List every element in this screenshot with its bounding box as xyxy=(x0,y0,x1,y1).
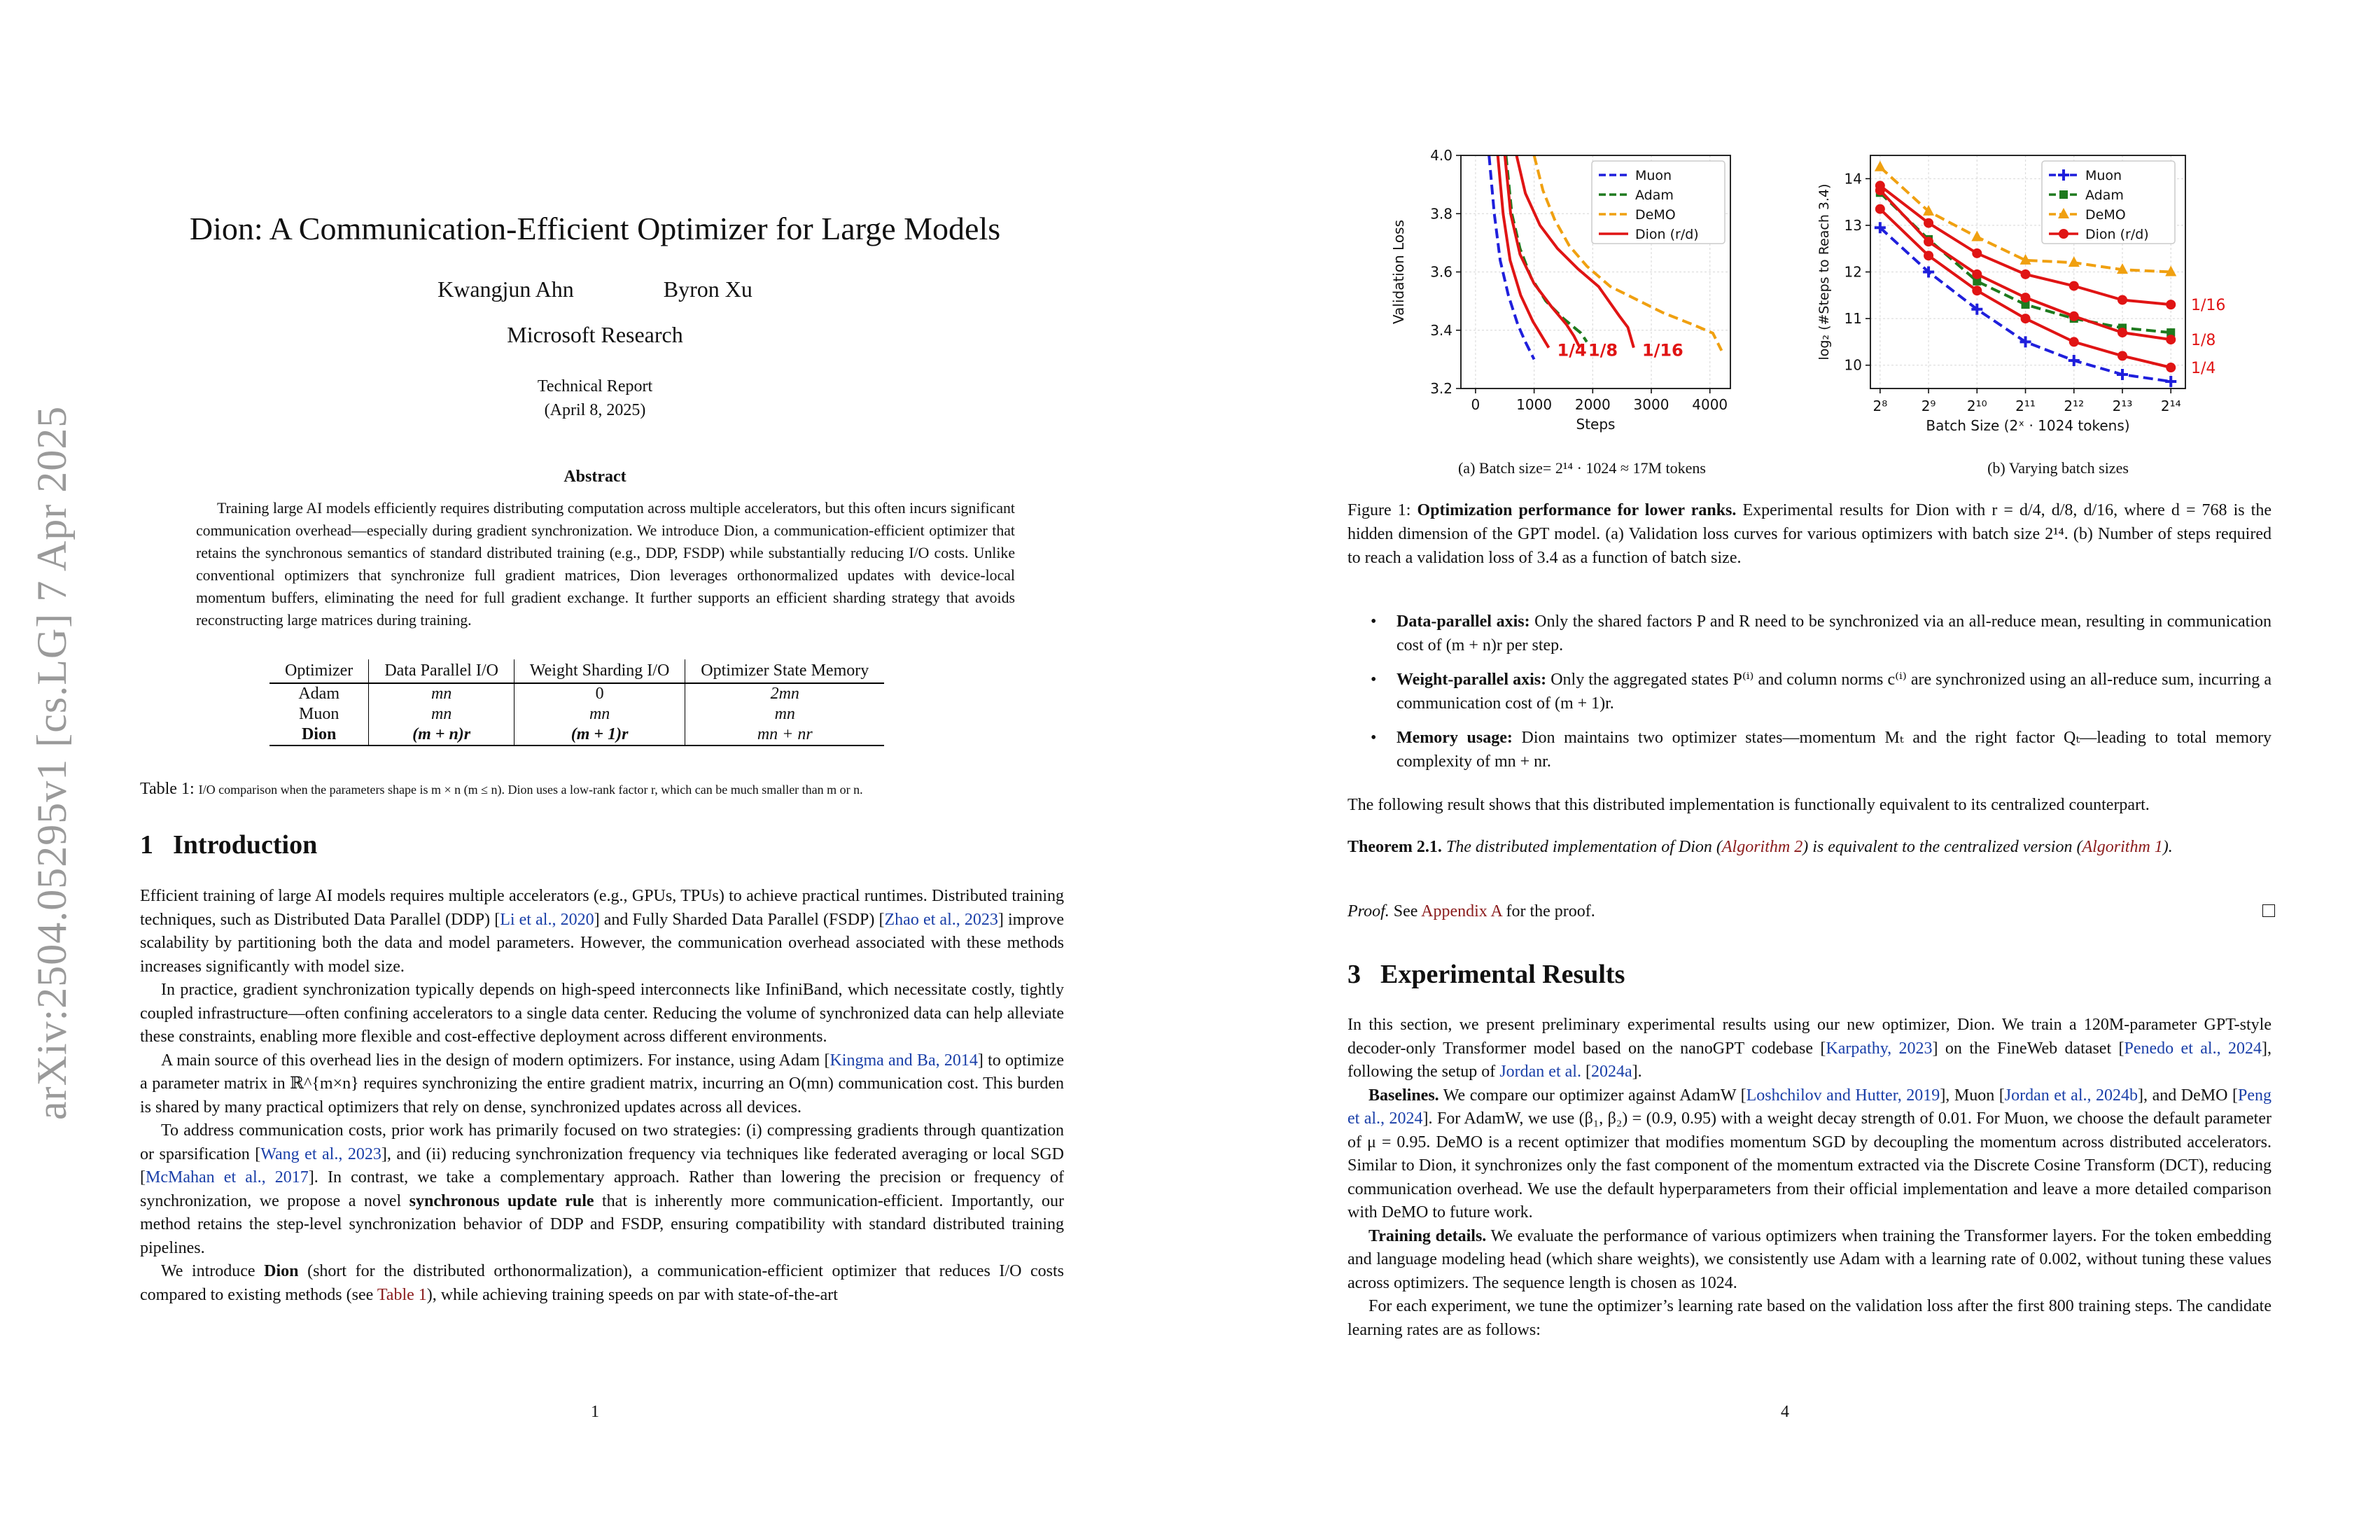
bullet-list xyxy=(1365,610,2272,785)
citation-link[interactable]: Loshchilov and Hutter, 2019 xyxy=(1746,1086,1940,1105)
table-1 xyxy=(270,659,884,746)
legend-label: Dion (r/d) xyxy=(1635,227,1699,242)
series-label: 1/8 xyxy=(1588,340,1618,360)
x-tick-label: 2¹⁴ xyxy=(2160,398,2181,414)
page-number: 4 xyxy=(1781,1403,1789,1421)
list-item: • Data-parallel axis: Only the shared factors P and R need to be synchronized via an all-reduce mean, resulting in communication cost of (m + n)r per step. xyxy=(1371,612,2272,654)
data-point xyxy=(2068,355,2080,366)
table-cell: (m + 1)r xyxy=(514,724,685,746)
data-point xyxy=(1972,248,1982,258)
following-text: The following result shows that this distributed implementation is functionally equivalent to its centralized counterpart. xyxy=(1348,796,2150,814)
y-tick-label: 12 xyxy=(1844,263,1862,281)
series-line xyxy=(1489,155,1534,359)
author-1: Kwangjun Ahn xyxy=(438,276,574,302)
x-tick-label: 2⁸ xyxy=(1872,398,1888,414)
citation-link[interactable]: Zhao et al., 2023 xyxy=(884,910,998,929)
x-tick-label: 3000 xyxy=(1633,396,1670,413)
section-3-body xyxy=(1348,1014,2272,1342)
y-tick-label: 10 xyxy=(1844,356,1862,374)
section-1-heading xyxy=(140,830,317,860)
report-date: (April 8, 2025) xyxy=(544,401,646,419)
legend-label: DeMO xyxy=(2085,207,2126,223)
x-tick-label: 2¹³ xyxy=(2112,398,2133,414)
steps-vs-batch-chart xyxy=(1813,140,2278,455)
table-row xyxy=(270,704,884,724)
y-tick-label: 13 xyxy=(1844,216,1862,234)
paper-title: Dion: A Communication-Efficient Optimizer for Large Models xyxy=(189,211,1001,246)
section-title: Experimental Results xyxy=(1380,960,1625,989)
paragraph: In practice, gradient synchronization typically depends on high-speed interconnects like InfiniBand, which necessitate costly, tightly coupled infrastructure—often confining accelerators to a single data center. Reducing the volume of synchronized data can help alleviate these constraints, enabling more flexible and cost-effective deployment across different environments. xyxy=(140,981,1064,1046)
x-tick-label: 2¹¹ xyxy=(2015,398,2036,414)
table-row xyxy=(270,683,884,704)
y-axis-label: log₂ (#Steps to Reach 3.4) xyxy=(1816,183,1832,360)
citation-link[interactable]: Wang et al., 2023 xyxy=(260,1144,382,1163)
affiliation: Microsoft Research xyxy=(507,322,683,347)
citation-link[interactable]: Peng et al., 2024 xyxy=(1348,1086,2272,1128)
legend-label: Muon xyxy=(2085,168,2122,183)
citation-link[interactable]: Kingma and Ba, 2014 xyxy=(830,1051,978,1070)
x-tick-label: 2000 xyxy=(1574,396,1611,413)
appendix-ref-link[interactable]: Appendix A xyxy=(1421,902,1502,920)
citation-link[interactable]: McMahan et al., 2017 xyxy=(146,1168,309,1186)
data-point xyxy=(2021,314,2031,323)
table-cell: 0 xyxy=(514,683,685,704)
data-point xyxy=(2021,270,2031,279)
section-number: 1 xyxy=(140,830,153,860)
x-tick-label: 2¹⁰ xyxy=(1966,398,1987,414)
table-caption-label: Table 1: xyxy=(140,780,195,798)
algorithm-ref-link[interactable]: Algorithm 1 xyxy=(2082,838,2163,856)
table-cell: Muon xyxy=(298,705,340,723)
data-point xyxy=(2118,351,2127,360)
arxiv-stamp: arXiv:2504.05295v1 [cs.LG] 7 Apr 2025 xyxy=(29,405,75,1120)
legend-label: Muon xyxy=(1635,168,1672,183)
table-caption-text: I/O comparison when the parameters shape is m × n (m ≤ n). Dion uses a low-rank factor r, which can be much smaller than m or n. xyxy=(198,783,863,797)
x-tick-label: 1000 xyxy=(1516,396,1553,413)
table-cell: mn + nr xyxy=(685,724,884,746)
data-point xyxy=(2069,337,2079,346)
figure-1a xyxy=(1382,140,1802,455)
data-point xyxy=(1924,251,1933,260)
section-title: Introduction xyxy=(173,830,318,860)
series-label: 1/16 xyxy=(1642,340,1684,360)
data-point xyxy=(2165,376,2176,387)
legend-label: Dion (r/d) xyxy=(2085,227,2149,242)
x-tick-label: 2⁹ xyxy=(1921,398,1936,414)
data-point xyxy=(1972,270,1982,279)
legend-label: Adam xyxy=(2085,188,2124,203)
citation-link[interactable]: Jordan et al. xyxy=(1499,1063,1581,1081)
table-header-row xyxy=(270,659,884,683)
data-point xyxy=(2069,281,2079,290)
data-point xyxy=(1875,204,1885,214)
table-cell: Dion xyxy=(270,724,369,746)
x-axis-label: Batch Size (2ˣ · 1024 tokens) xyxy=(1926,417,2130,434)
figure-1a-subcaption: (a) Batch size= 2¹⁴ · 1024 ≈ 17M tokens xyxy=(1457,459,1706,477)
proof: Proof. See Appendix A for the proof. xyxy=(1348,902,1595,920)
table-cell: 2mn xyxy=(685,683,884,704)
table-row xyxy=(270,724,884,746)
citation-link[interactable]: Karpathy, 2023 xyxy=(1826,1039,1933,1058)
data-point xyxy=(2117,369,2128,380)
table-1-caption xyxy=(140,780,1064,799)
x-tick-label: 0 xyxy=(1471,396,1480,413)
table-header-cell: Optimizer State Memory xyxy=(685,659,884,683)
data-point xyxy=(1924,218,1933,228)
section-1-body xyxy=(140,885,1064,1307)
paragraph: A main source of this overhead lies in the design of modern optimizers. For instance, using Adam [Kingma and Ba, 2014] to optimize a parameter matrix in ℝ^{m×n} requires synchronizing the entire gradient matrix, incurring an O(mn) communication cost. This burden is shared by many practical optimizers that rely on dense, synchronized updates across all devices. xyxy=(140,1051,1065,1116)
section-3-heading xyxy=(1348,959,1625,990)
data-point xyxy=(2059,190,2068,199)
data-point xyxy=(2068,256,2080,267)
y-tick-label: 14 xyxy=(1844,170,1862,188)
table-cell: mn xyxy=(514,704,685,724)
figure-1b-subcaption: (b) Varying batch sizes xyxy=(1987,459,2129,477)
y-axis-label: Validation Loss xyxy=(1390,220,1407,324)
x-tick-label: 4000 xyxy=(1692,396,1728,413)
legend-label: DeMO xyxy=(1635,207,1676,223)
series-label: 1/8 xyxy=(2191,332,2216,350)
data-point xyxy=(2059,229,2068,239)
data-point xyxy=(2118,328,2127,337)
qed-box xyxy=(2262,904,2275,917)
citation-link[interactable]: 2024a xyxy=(1590,1063,1632,1081)
x-tick-label: 2¹² xyxy=(2064,398,2085,414)
citation-link[interactable]: Li et al., 2020 xyxy=(500,910,594,929)
table-cell: mn xyxy=(369,683,514,704)
data-point xyxy=(2166,335,2176,344)
list-item: • Memory usage: Dion maintains two optimizer states—momentum Mₜ and the right factor Qₜ—leading to total memory complexity of mn + nr. xyxy=(1371,729,2272,771)
y-tick-label: 3.2 xyxy=(1430,380,1452,397)
legend-label: Adam xyxy=(1635,188,1674,203)
figure-1-caption: Figure 1: Optimization performance for lower ranks. Experimental results for Dion with r = d/4, d/8, d/16, where d = 768 is the hidden dimension of the GPT model. (a) Validation loss curves for various optimizers with batch size 2¹⁴. (b) Number of steps required to reach a validation loss of 3.4 as a function of batch size. xyxy=(1348,501,2272,567)
theorem-2-1: Theorem 2.1. The distributed implementation of Dion (Algorithm 2) is equivalent to the centralized version (Algorithm 1). xyxy=(1348,838,2173,856)
data-point xyxy=(2166,363,2176,372)
paragraph: To address communication costs, prior work has primarily focused on two strategies: (i) compressing gradients through quantization or sparsification [Wang et al., 2023], and (ii) reducing synchronization frequency via techniques like federated averaging or local SGD [McMahan et al., 2017]. In contrast, we take a complementary approach. Rather than lowering the precision or frequency of synchronization, we propose a novel synchronous update rule that is inherently more communication-efficient. Importantly, our method retains the step-level synchronization behavior of DDP and FSDP, ensuring compatibility with standard distributed training pipelines. xyxy=(140,1121,1065,1257)
section-number: 3 xyxy=(1348,960,1361,989)
x-axis-label: Steps xyxy=(1576,416,1616,433)
page-number: 1 xyxy=(591,1403,599,1421)
data-point xyxy=(1875,186,1885,195)
table-cell: Adam xyxy=(298,685,340,703)
data-point xyxy=(1972,286,1982,295)
report-info xyxy=(140,374,1050,422)
citation-link[interactable]: Penedo et al., 2024 xyxy=(2124,1039,2262,1058)
data-point xyxy=(2021,293,2031,302)
paragraph: In this section, we present preliminary experimental results using our new optimizer, Dion. We train a 120M-parameter GPT-style decoder-only Transformer model based on the nanoGPT codebase [Karpathy, 2023] on the FineWeb dataset [Penedo et al., 2024], following the setup of Jordan et al. [2024a]. xyxy=(1348,1016,2272,1081)
paragraph: We introduce Dion (short for the distributed orthonormalization), a communication-efficient optimizer that reduces I/O costs compared to existing methods (see Table 1), while achieving training speeds on par with state-of-the-art xyxy=(140,1262,1065,1304)
y-tick-label: 3.8 xyxy=(1430,205,1452,223)
report-type: Technical Report xyxy=(537,377,653,396)
table-ref-link[interactable]: Table 1 xyxy=(377,1285,427,1304)
paragraph: Training details. We evaluate the performance of various optimizers when training the Transformer layers. For the token embedding and language modeling head (which share weights), we consistently use Adam with a learning rate of 0.002, without tuning these values across optimizers. The sequence length is chosen as 1024. xyxy=(1348,1226,2272,1292)
series-label: 1/4 xyxy=(1557,340,1587,360)
author-2: Byron Xu xyxy=(663,276,752,302)
paragraph: Baselines. We compare our optimizer against AdamW [Loshchilov and Hutter, 2019], Muon [Jordan et al., 2024b], and DeMO [Peng et al., 2024]. For AdamW, we use (β₁, β₂) = (0.9, 0.95) with a weight decay strength of 0.01. For Muon, we choose the default parameter of μ = 0.95. DeMO is a recent optimizer that modifies momentum SGD by decoupling the momentum across distributed accelerators. Similar to Dion, it synchronizes only the fast component of the momentum extracted via the Discrete Cosine Transform (DCT), reducing communication overhead. We use the default hyperparameters from their official implementation and leave a more detailed comparison with DeMO to future work. xyxy=(1348,1086,2272,1222)
figure-1b xyxy=(1813,140,2278,455)
series-label: 1/4 xyxy=(2191,360,2216,378)
y-tick-label: 3.4 xyxy=(1430,321,1452,339)
validation-loss-chart xyxy=(1382,140,1802,455)
y-tick-label: 4.0 xyxy=(1430,147,1452,164)
abstract-heading: Abstract xyxy=(564,468,626,486)
y-tick-label: 11 xyxy=(1844,310,1862,328)
table-header-cell: Data Parallel I/O xyxy=(369,659,514,683)
citation-link[interactable]: Jordan et al., 2024b xyxy=(2004,1086,2138,1105)
paragraph: For each experiment, we tune the optimizer’s learning rate based on the validation loss after the first 800 training steps. The candidate learning rates are as follows: xyxy=(1348,1297,2272,1339)
table-cell: mn xyxy=(685,704,884,724)
data-point xyxy=(2166,300,2176,309)
data-point xyxy=(2069,312,2079,321)
data-point xyxy=(2118,295,2127,304)
y-tick-label: 3.6 xyxy=(1430,263,1452,281)
table-cell: mn xyxy=(369,704,514,724)
data-point xyxy=(1924,237,1933,246)
table-header-cell: Optimizer xyxy=(270,659,369,683)
table-cell: (m + n)r xyxy=(369,724,514,746)
authors xyxy=(140,276,1050,302)
list-item: • Weight-parallel axis: Only the aggregated states P⁽ⁱ⁾ and column norms c⁽ⁱ⁾ are synchronized using an all-reduce sum, incurring a communication cost of (m + 1)r. xyxy=(1371,671,2272,713)
algorithm-ref-link[interactable]: Algorithm 2 xyxy=(1721,838,1803,856)
data-point xyxy=(1875,161,1886,172)
paragraph: Efficient training of large AI models requires multiple accelerators (e.g., GPUs, TPUs) to achieve practical runtimes. Distributed training techniques, such as Distributed Data Parallel (DDP) [Li et al., 2020] and Fully Sharded Data Parallel (FSDP) [Zhao et al., 2023] improve scalability by partitioning both the data and model parameters. However, the communication overhead associated with these methods increases significantly with model size. xyxy=(140,887,1064,976)
series-label: 1/16 xyxy=(2191,297,2226,315)
table-header-cell: Weight Sharding I/O xyxy=(514,659,685,683)
data-point xyxy=(1971,231,1982,241)
abstract-text: Training large AI models efficiently requires distributing computation across multiple accelerators, but this often incurs significant communication overhead—especially during gradient synchronization. We introduce Dion, a communication-efficient optimizer that retains the synchronous semantics of standard distributed training (e.g., DDP, FSDP) while substantially reducing I/O costs. Unlike conventional optimizers that synchronize full gradient matrices, Dion leverages orthonormalized updates with device-local momentum buffers, eliminating the need for full gradient exchange. It further supports an efficient sharding strategy that avoids reconstructing large matrices during training. xyxy=(196,500,1015,629)
